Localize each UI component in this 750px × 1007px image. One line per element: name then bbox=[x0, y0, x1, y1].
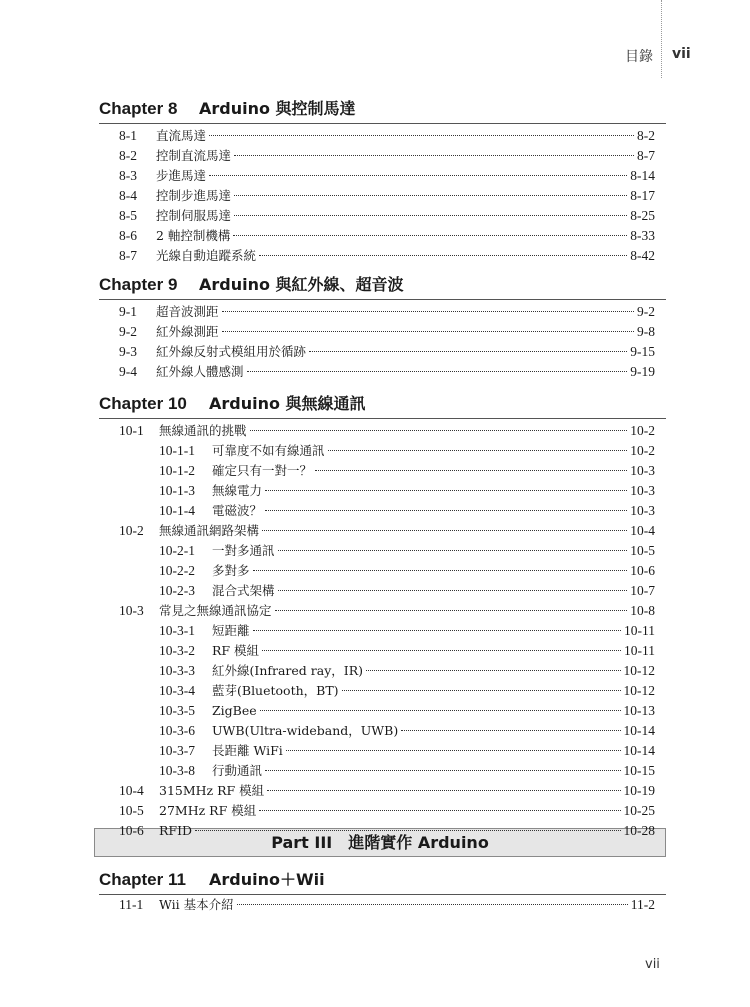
chapter-heading bbox=[99, 99, 666, 124]
toc-entry-number: 8-7 bbox=[119, 248, 137, 263]
chapter-title: Arduino 與紅外線、超音波 bbox=[199, 275, 404, 294]
dot-leader bbox=[237, 904, 628, 905]
toc-entry-number: 10-1-4 bbox=[159, 503, 195, 518]
toc-entry-page: 10-28 bbox=[623, 823, 655, 838]
dot-leader bbox=[260, 710, 621, 711]
toc-entry-page: 8-7 bbox=[637, 148, 655, 163]
toc-entry-number: 8-4 bbox=[119, 188, 137, 203]
toc-subentry bbox=[159, 761, 655, 781]
toc-entry-page: 8-2 bbox=[637, 128, 655, 143]
toc-entry-title: 控制伺服馬達 bbox=[156, 208, 232, 223]
toc-entry-title: 無線通訊網路架構 bbox=[159, 523, 260, 538]
toc-entry-title: 電磁波？ bbox=[212, 503, 263, 518]
toc-entry-number: 10-1-3 bbox=[159, 483, 195, 498]
dot-leader bbox=[222, 311, 634, 312]
toc-entry-number: 9-3 bbox=[119, 344, 137, 359]
toc-entry-number: 10-5 bbox=[119, 803, 144, 818]
toc-entry bbox=[119, 126, 655, 146]
toc-entry-number: 10-3-3 bbox=[159, 663, 195, 678]
toc-entry-page: 10-12 bbox=[623, 663, 655, 678]
toc-entry-page: 10-11 bbox=[624, 643, 655, 658]
dot-leader bbox=[247, 371, 628, 372]
toc-entry-number: 9-4 bbox=[119, 364, 137, 379]
toc-entry-title: 步進馬達 bbox=[156, 168, 207, 183]
toc-entry bbox=[119, 322, 655, 342]
toc-entry-title: 多對多 bbox=[212, 563, 250, 578]
chapter-heading bbox=[99, 394, 666, 419]
dot-leader bbox=[342, 690, 621, 691]
toc-entry-number: 9-1 bbox=[119, 304, 137, 319]
dot-leader bbox=[253, 630, 621, 631]
toc-subentry bbox=[159, 441, 655, 461]
toc-entry-number: 10-4 bbox=[119, 783, 144, 798]
toc-entry-number: 10-2-3 bbox=[159, 583, 195, 598]
dot-leader bbox=[286, 750, 621, 751]
toc-entry-title: 常見之無線通訊協定 bbox=[159, 603, 272, 618]
toc-entry-number: 8-6 bbox=[119, 228, 137, 243]
toc-entry-title: 藍芽(Bluetooth，BT) bbox=[212, 683, 339, 698]
running-head bbox=[560, 46, 730, 66]
toc-entry-page: 10-2 bbox=[630, 423, 655, 438]
dot-leader bbox=[265, 510, 627, 511]
toc-entry-page: 10-5 bbox=[630, 543, 655, 558]
dot-leader bbox=[253, 570, 628, 571]
toc-entry-page: 9-19 bbox=[630, 364, 655, 379]
toc-entry-page: 10-6 bbox=[630, 563, 655, 578]
dot-leader bbox=[259, 810, 620, 811]
toc-entry-title: 混合式架構 bbox=[212, 583, 275, 598]
toc-entry-title: RF 模組 bbox=[212, 643, 260, 658]
toc-entry-page: 10-19 bbox=[623, 783, 655, 798]
toc-entry-page: 10-8 bbox=[630, 603, 655, 618]
chapter-label: Chapter 8 bbox=[99, 99, 178, 118]
toc-entry-page: 8-14 bbox=[630, 168, 655, 183]
dot-leader bbox=[275, 610, 628, 611]
chapter-label: Chapter 9 bbox=[99, 275, 178, 294]
toc-entry-page: 9-15 bbox=[630, 344, 655, 359]
toc-entry-page: 11-2 bbox=[630, 897, 655, 912]
dot-leader bbox=[278, 550, 628, 551]
chapter-title: Arduino＋Wii bbox=[209, 870, 325, 889]
toc-subentry bbox=[159, 741, 655, 761]
toc-entry-title: 短距離 bbox=[212, 623, 250, 638]
dot-leader bbox=[262, 530, 627, 531]
toc-subentry bbox=[159, 641, 655, 661]
toc-entry-title: 長距離 WiFi bbox=[212, 743, 283, 758]
part-banner-title: Part III 進階實作 Arduino bbox=[271, 833, 489, 852]
toc-entry-title: ZigBee bbox=[212, 703, 257, 718]
dot-leader bbox=[401, 730, 620, 731]
toc-subentry bbox=[159, 501, 655, 521]
toc-entry-title: 紅外線人體感測 bbox=[156, 364, 244, 379]
toc-entry-page: 8-25 bbox=[630, 208, 655, 223]
toc-entry bbox=[119, 601, 655, 621]
toc-entry-page: 10-15 bbox=[623, 763, 655, 778]
dot-leader bbox=[265, 490, 627, 491]
toc-entry-number: 10-3-6 bbox=[159, 723, 195, 738]
toc-entry-title: 確定只有一對一？ bbox=[212, 463, 313, 478]
toc-entry bbox=[119, 206, 655, 226]
toc-entry-title: 2 軸控制機構 bbox=[156, 228, 231, 243]
toc-entry-number: 11-1 bbox=[119, 897, 144, 912]
toc-entry-title: 27MHz RF 模組 bbox=[159, 803, 257, 818]
toc-entry-title: 一對多通訊 bbox=[212, 543, 275, 558]
toc-entry bbox=[119, 302, 655, 322]
toc-entry-title: 行動通訊 bbox=[212, 763, 263, 778]
toc-subentry bbox=[159, 561, 655, 581]
toc-entry bbox=[119, 362, 655, 382]
chapter-label: Chapter 11 bbox=[99, 870, 186, 889]
toc-entry-title: 直流馬達 bbox=[156, 128, 207, 143]
chapter-title: Arduino 與無線通訊 bbox=[209, 394, 366, 413]
toc-entry-page: 10-3 bbox=[630, 483, 655, 498]
toc-entry-number: 10-2 bbox=[119, 523, 144, 538]
toc-entry-number: 8-2 bbox=[119, 148, 137, 163]
toc-entry-number: 10-6 bbox=[119, 823, 144, 838]
dot-leader bbox=[209, 135, 634, 136]
toc-entry-page: 9-8 bbox=[637, 324, 655, 339]
toc-subentry bbox=[159, 681, 655, 701]
toc-entry-title: 控制直流馬達 bbox=[156, 148, 232, 163]
toc-entry-number: 10-1-2 bbox=[159, 463, 195, 478]
dot-leader bbox=[262, 650, 621, 651]
dot-leader bbox=[259, 255, 627, 256]
dot-leader bbox=[209, 175, 627, 176]
chapter-heading bbox=[99, 870, 666, 895]
toc-entry-page: 10-11 bbox=[624, 623, 655, 638]
toc-entry-page: 10-12 bbox=[623, 683, 655, 698]
toc-entry-title: RFID bbox=[159, 823, 193, 838]
toc-entry-page: 10-25 bbox=[623, 803, 655, 818]
toc-entry bbox=[119, 521, 655, 541]
dot-leader bbox=[250, 430, 628, 431]
toc-entry-title: 光線自動追蹤系統 bbox=[156, 248, 257, 263]
toc-entry-title: 控制步進馬達 bbox=[156, 188, 232, 203]
toc-entry-number: 10-3 bbox=[119, 603, 144, 618]
toc-entry bbox=[119, 421, 655, 441]
toc-entry bbox=[119, 781, 655, 801]
dot-leader bbox=[234, 155, 634, 156]
toc-entry bbox=[119, 186, 655, 206]
toc-entry-title: 紅外線測距 bbox=[156, 324, 219, 339]
dot-leader bbox=[222, 331, 634, 332]
toc-entry-title: 超音波測距 bbox=[156, 304, 219, 319]
dot-leader bbox=[234, 195, 627, 196]
toc-entry-number: 9-2 bbox=[119, 324, 137, 339]
dot-leader bbox=[366, 670, 621, 671]
toc-entry-page: 8-17 bbox=[630, 188, 655, 203]
toc-entry-number: 10-1 bbox=[119, 423, 144, 438]
toc-entry bbox=[119, 895, 655, 915]
toc-entry-number: 8-3 bbox=[119, 168, 137, 183]
toc-entry-title: UWB(Ultra-wideband，UWB) bbox=[212, 723, 399, 738]
toc-subentry bbox=[159, 721, 655, 741]
toc-entry-page: 10-13 bbox=[623, 703, 655, 718]
toc-entry-title: 315MHz RF 模組 bbox=[159, 783, 265, 798]
toc-entry-number: 10-2-2 bbox=[159, 563, 195, 578]
toc-entry-number: 10-1-1 bbox=[159, 443, 195, 458]
dot-leader bbox=[195, 830, 620, 831]
toc-entry-number: 10-3-2 bbox=[159, 643, 195, 658]
dot-leader bbox=[328, 450, 628, 451]
toc-entry-page: 10-3 bbox=[630, 503, 655, 518]
toc-entry-page: 9-2 bbox=[637, 304, 655, 319]
toc-subentry bbox=[159, 541, 655, 561]
toc-entry bbox=[119, 821, 655, 841]
toc-entry-number: 10-3-7 bbox=[159, 743, 195, 758]
toc-entry-title: 紅外線(Infrared ray，IR) bbox=[212, 663, 363, 678]
chapter-label: Chapter 10 bbox=[99, 394, 187, 413]
toc-entry-number: 10-3-4 bbox=[159, 683, 195, 698]
toc-subentry bbox=[159, 701, 655, 721]
dot-leader bbox=[267, 790, 620, 791]
chapter-title: Arduino 與控制馬達 bbox=[199, 99, 356, 118]
toc-entry-title: 可靠度不如有線通訊 bbox=[212, 443, 325, 458]
dot-leader bbox=[278, 590, 628, 591]
toc-entry-page: 10-14 bbox=[623, 743, 655, 758]
toc-entry-number: 10-3-1 bbox=[159, 623, 195, 638]
toc-entry-page: 10-7 bbox=[630, 583, 655, 598]
toc-entry-page: 8-33 bbox=[630, 228, 655, 243]
toc-entry bbox=[119, 146, 655, 166]
toc-entry bbox=[119, 342, 655, 362]
toc-entry-page: 10-14 bbox=[623, 723, 655, 738]
dot-leader bbox=[233, 235, 627, 236]
toc-entry-title: 無線電力 bbox=[212, 483, 263, 498]
footer-page-number: vii bbox=[645, 957, 660, 972]
dot-leader bbox=[309, 351, 627, 352]
toc-entry bbox=[119, 246, 655, 266]
toc-entry-page: 10-3 bbox=[630, 463, 655, 478]
dot-leader bbox=[315, 470, 627, 471]
toc-entry bbox=[119, 801, 655, 821]
toc-entry-page: 8-42 bbox=[630, 248, 655, 263]
dot-leader bbox=[265, 770, 620, 771]
running-head-title: 目錄 bbox=[625, 49, 653, 65]
toc-subentry bbox=[159, 621, 655, 641]
running-head-page: vii bbox=[672, 46, 691, 62]
toc-subentry bbox=[159, 481, 655, 501]
toc-entry-title: 無線通訊的挑戰 bbox=[159, 423, 247, 438]
chapter-heading bbox=[99, 275, 666, 300]
toc-subentry bbox=[159, 661, 655, 681]
toc-entry-title: 紅外線反射式模組用於循跡 bbox=[156, 344, 307, 359]
toc-entry-number: 10-2-1 bbox=[159, 543, 195, 558]
margin-dotted-rule bbox=[661, 0, 662, 78]
dot-leader bbox=[234, 215, 627, 216]
toc-entry-page: 10-4 bbox=[630, 523, 655, 538]
toc-entry-title: Wii 基本介紹 bbox=[159, 897, 234, 912]
toc-entry-number: 10-3-5 bbox=[159, 703, 195, 718]
toc-subentry bbox=[159, 581, 655, 601]
toc-entry-number: 10-3-8 bbox=[159, 763, 195, 778]
toc-entry-number: 8-1 bbox=[119, 128, 137, 143]
toc-entry bbox=[119, 166, 655, 186]
toc-subentry bbox=[159, 461, 655, 481]
toc-entry-page: 10-2 bbox=[630, 443, 655, 458]
toc-entry-number: 8-5 bbox=[119, 208, 137, 223]
toc-entry bbox=[119, 226, 655, 246]
